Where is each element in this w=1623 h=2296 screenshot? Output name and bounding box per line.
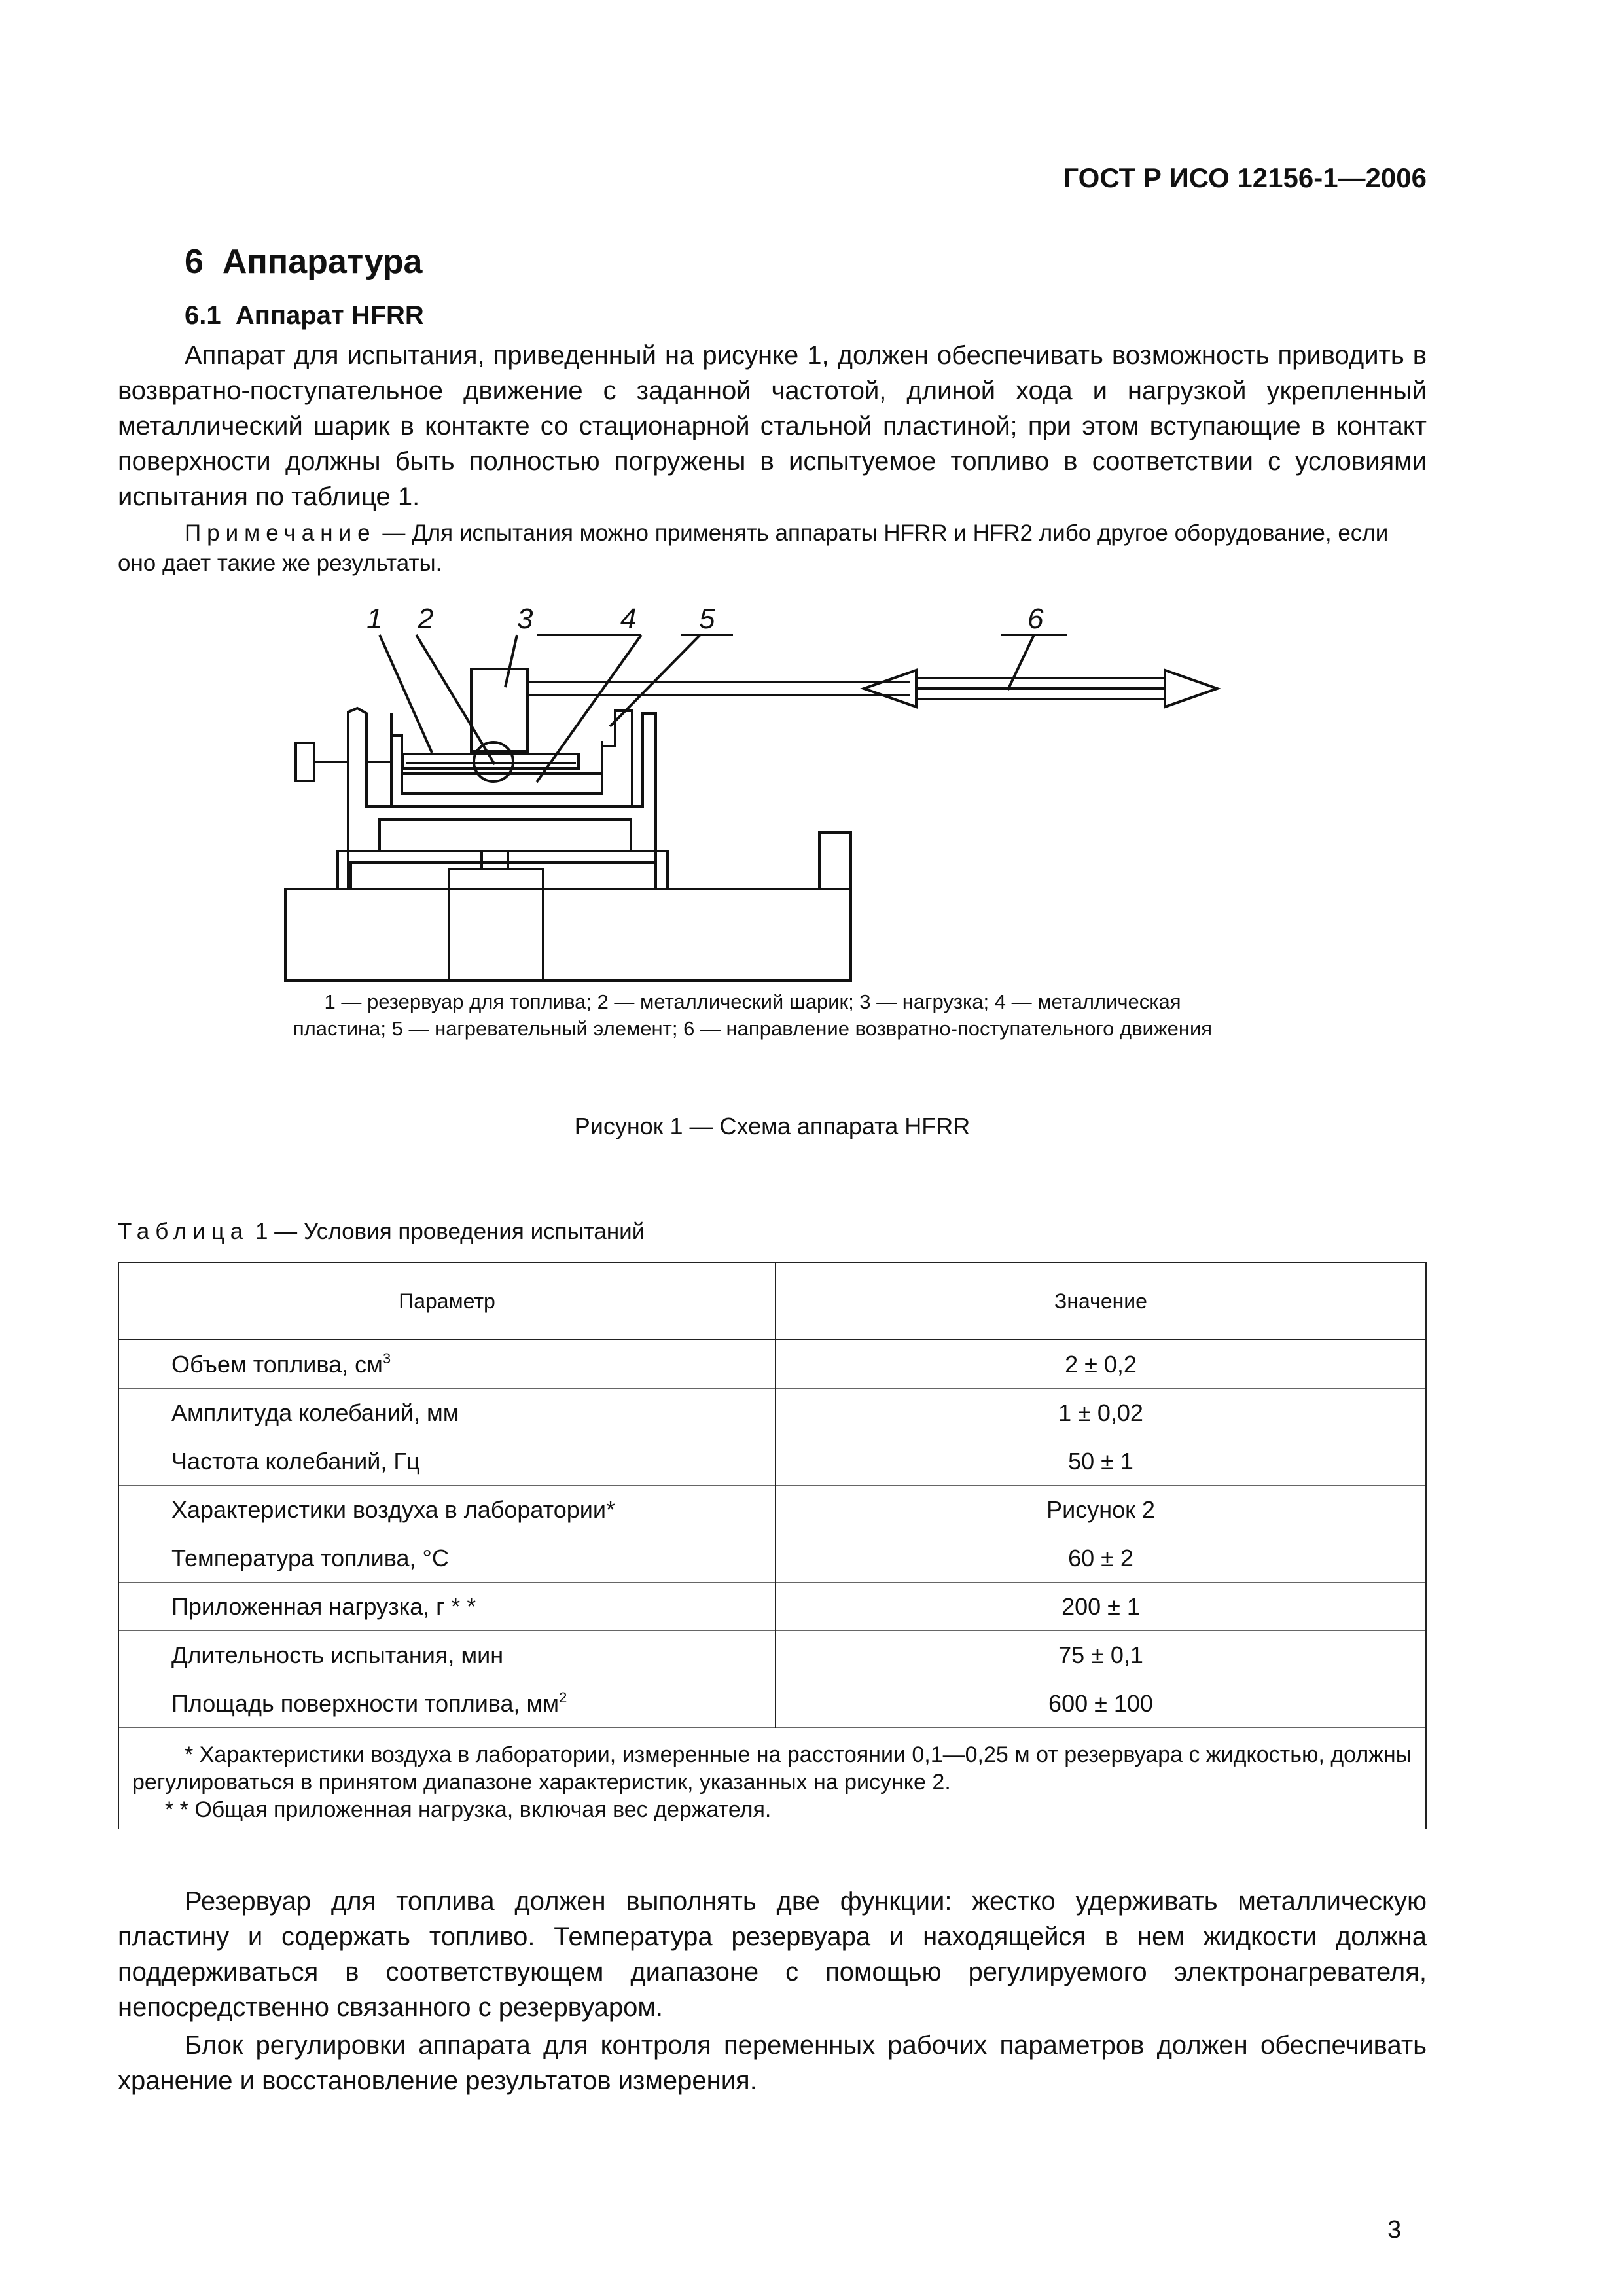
param-cell: Приложенная нагрузка, г * * <box>118 1583 776 1631</box>
header-parameter: Параметр <box>118 1263 776 1340</box>
table-title <box>118 1219 645 1245</box>
param-cell: Температура топлива, °С <box>118 1534 776 1583</box>
arrow-left-head <box>864 670 916 707</box>
table-row <box>118 1583 1426 1631</box>
paragraph-reservoir: Резервуар для топлива должен выполнять две функции: жестко удерживать металлическую пластину и содержать топливо. Температура резервуара и находящейся в нем жидкости должна поддерживаться в соответствующем диапазоне с помощью регулируемого электронагревателя, непосредственно связанного с резервуаром. <box>118 1887 1427 2022</box>
value-cell: 2 ± 0,2 <box>776 1340 1426 1389</box>
table-row <box>118 1486 1426 1534</box>
callout-4: 4 <box>620 603 637 635</box>
param-cell: Амплитуда колебаний, мм <box>118 1389 776 1437</box>
table-row <box>118 1679 1426 1728</box>
value-cell: 75 ± 0,1 <box>776 1631 1426 1679</box>
header-value: Значение <box>776 1263 1426 1340</box>
adjust-knob <box>296 743 314 781</box>
apparatus-diagram <box>275 596 1230 988</box>
section-number: 6 <box>185 243 204 281</box>
paragraph-control-unit: Блок регулировки аппарата для контроля переменных рабочих параметров должен обеспечивать хранение и восстановление результатов измерения. <box>118 2031 1427 2095</box>
footnote-1: * Характеристики воздуха в лаборатории, измеренные на расстоянии 0,1—0,25 м от резервуара с жидкостью, должны регулироваться в принятом диапазоне характеристик, указанных на рисунке 2. <box>132 1742 1412 1795</box>
conditions-table <box>118 1262 1427 1829</box>
section-title: Аппаратура <box>222 243 423 281</box>
note <box>118 518 1427 579</box>
table-row <box>118 1340 1426 1389</box>
table-header-row <box>118 1263 1426 1340</box>
footnote-2: * * Общая приложенная нагрузка, включая вес держателя. <box>165 1797 772 1822</box>
table-footnote-row <box>118 1728 1426 1829</box>
figure-title: Рисунок 1 — Схема аппарата HFRR <box>574 1113 971 1139</box>
table-footnotes <box>118 1728 1426 1829</box>
value-cell: 600 ± 100 <box>776 1679 1426 1728</box>
note-label: Примечание <box>185 520 376 546</box>
note-text: — Для испытания можно применять аппараты HFRR и HFR2 либо другое оборудование, если оно дает такие же результаты. <box>118 520 1389 576</box>
value-cell: 60 ± 2 <box>776 1534 1426 1583</box>
callout-2: 2 <box>418 603 434 635</box>
value-cell: 50 ± 1 <box>776 1437 1426 1486</box>
callout-5: 5 <box>699 603 715 635</box>
param-cell: Объем топлива, $см^3$ <box>118 1340 776 1389</box>
table-row <box>118 1389 1426 1437</box>
callout-6: 6 <box>1027 603 1044 635</box>
value-cell: Рисунок 2 <box>776 1486 1426 1534</box>
callout-3: 3 <box>517 603 533 635</box>
base-block <box>285 889 851 980</box>
param-cell: Площадь поверхности топлива, $мм^2$ <box>118 1679 776 1728</box>
paragraph-apparatus: Аппарат для испытания, приведенный на рисунке 1, должен обеспечивать возможность приводить в возвратно-поступательное движение с заданной частотой, длиной хода и нагрузкой укрепленный металлический шарик в контакте со стационарной стальной пластиной; при этом вступающие в контакт поверхности должны быть полностью погружены в испытуемое топливо в соответствии с условиями испытания по таблице 1. <box>118 341 1427 511</box>
right-post <box>819 833 851 889</box>
callout-1: 1 <box>366 603 383 635</box>
table-row <box>118 1631 1426 1679</box>
subsection-title: Аппарат HFRR <box>235 301 424 330</box>
document-code: ГОСТ Р ИСО 12156-1—2006 <box>1063 162 1427 193</box>
param-cell: Длительность испытания, мин <box>118 1631 776 1679</box>
section-heading <box>185 242 422 281</box>
arrow-right-head <box>1165 670 1217 707</box>
table-title-text: 1 — Условия проведения испытаний <box>249 1219 645 1244</box>
value-cell: 200 ± 1 <box>776 1583 1426 1631</box>
table-row <box>118 1437 1426 1486</box>
page-number: 3 <box>1387 2216 1402 2244</box>
motor-block <box>449 869 543 980</box>
subsection-number: 6.1 <box>185 301 221 330</box>
param-cell: Частота колебаний, Гц <box>118 1437 776 1486</box>
subsection-heading <box>185 301 424 331</box>
param-cell: Характеристики воздуха в лаборатории* <box>118 1486 776 1534</box>
table-row <box>118 1534 1426 1583</box>
figure-caption: 1 — резервуар для топлива; 2 — металлический шарик; 3 — нагрузка; 4 — металлическая пластина; 5 — нагревательный элемент; 6 — направление возвратно-поступательного движения <box>293 990 1213 1040</box>
value-cell: 1 ± 0,02 <box>776 1389 1426 1437</box>
table-label: Таблица <box>118 1219 249 1244</box>
